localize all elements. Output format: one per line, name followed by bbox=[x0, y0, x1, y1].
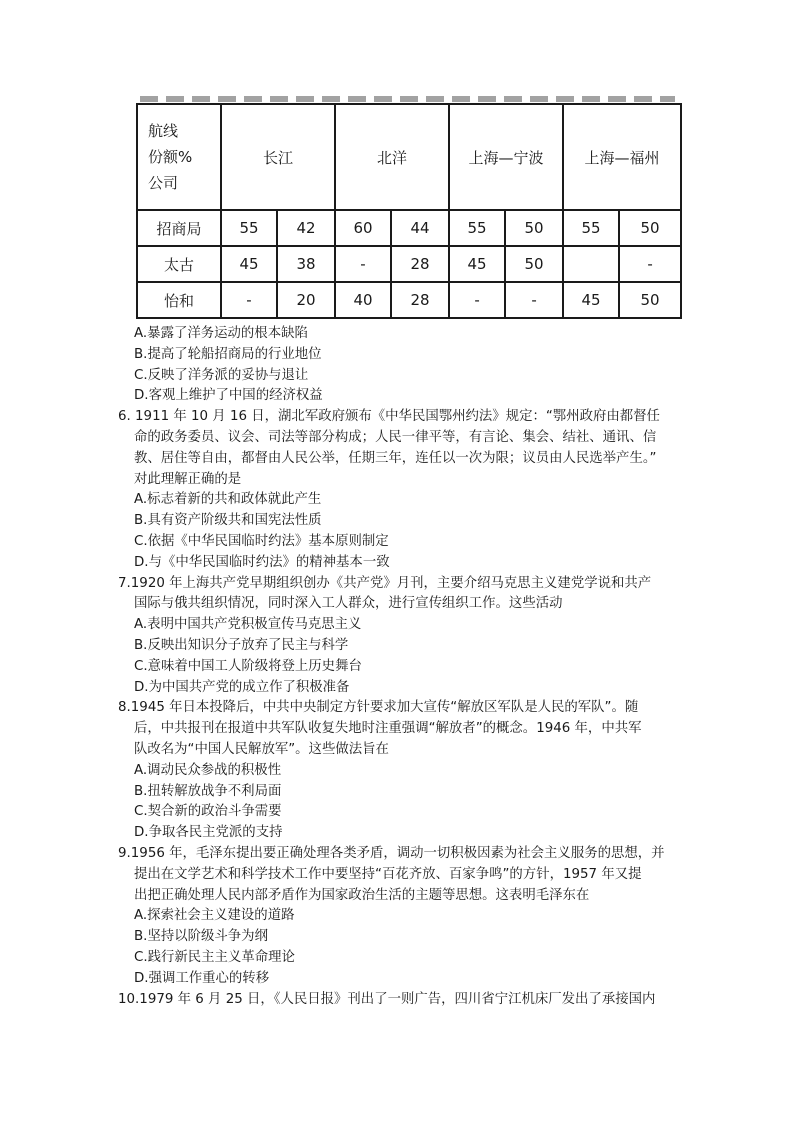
share-cell: 50 bbox=[505, 246, 563, 282]
option-b: B.扭转解放战争不利局面 bbox=[134, 783, 282, 799]
share-cell: 55 bbox=[449, 210, 505, 246]
share-cell: - bbox=[449, 282, 505, 318]
question-8 bbox=[118, 698, 698, 844]
question-stem: 对此理解正确的是 bbox=[134, 471, 242, 487]
option-a: A.表明中国共产党积极宣传马克思主义 bbox=[134, 617, 362, 633]
share-cell: 45 bbox=[449, 246, 505, 282]
option-d: D.为中国共产党的成立作了积极准备 bbox=[134, 679, 350, 695]
option-c: C.践行新民主主义革命理论 bbox=[134, 949, 295, 965]
option-b: B.提高了轮船招商局的行业地位 bbox=[134, 346, 322, 362]
option-a: A.探索社会主义建设的道路 bbox=[134, 908, 295, 924]
corner-label: 航线 bbox=[148, 122, 179, 140]
share-cell: 40 bbox=[335, 282, 391, 318]
share-cell: 50 bbox=[619, 210, 681, 246]
share-cell: 28 bbox=[391, 282, 449, 318]
question-stem: 9.1956 年，毛泽东提出要正确处理各类矛盾，调动一切积极因素为社会主义服务的思想，并 bbox=[118, 845, 665, 861]
share-cell: - bbox=[221, 282, 277, 318]
question-7 bbox=[118, 574, 698, 699]
option-a: A.暴露了洋务运动的根本缺陷 bbox=[134, 326, 308, 341]
share-cell: 60 bbox=[335, 210, 391, 246]
option-d: D.客观上维护了中国的经济权益 bbox=[134, 388, 323, 404]
question-9 bbox=[118, 844, 698, 990]
share-cell bbox=[563, 246, 619, 282]
share-cell: 55 bbox=[563, 210, 619, 246]
table-corner-cell bbox=[137, 104, 221, 210]
question-10 bbox=[118, 990, 698, 1011]
option-d: D.强调工作重心的转移 bbox=[134, 970, 270, 986]
share-cell: 20 bbox=[277, 282, 335, 318]
option-c: C.契合新的政治斗争需要 bbox=[134, 804, 282, 820]
shipping-share-table bbox=[136, 103, 682, 319]
question-stem: 7.1920 年上海共产党早期组织创办《共产党》月刊，主要介绍马克思主义建党学说和共产 bbox=[118, 575, 652, 591]
share-cell: 50 bbox=[505, 210, 563, 246]
question-stem: 出把正确处理人民内部矛盾作为国家政治生活的主题等思想。这表明毛泽东在 bbox=[134, 887, 590, 903]
company-cell: 怡和 bbox=[137, 282, 221, 318]
question-stem: 10.1979 年 6 月 25 日，《人民日报》刊出了一则广告，四川省宁江机床厂发出了承接国内 bbox=[118, 991, 656, 1007]
option-d: D.争取各民主党派的支持 bbox=[134, 825, 283, 841]
option-b: B.坚持以阶级斗争为纲 bbox=[134, 929, 268, 945]
share-cell: 55 bbox=[221, 210, 277, 246]
question-stem: 国际与俄共组织情况，同时深入工人群众，进行宣传组织工作。这些活动 bbox=[134, 596, 563, 612]
share-cell: - bbox=[335, 246, 391, 282]
company-cell: 太古 bbox=[137, 246, 221, 282]
question-stem: 队改名为“中国人民解放军”。这些做法旨在 bbox=[134, 741, 389, 757]
question-stem: 命的政务委员、议会、司法等部分构成；人民一律平等，有言论、集会、结社、通讯、信 bbox=[134, 429, 657, 445]
share-cell: 28 bbox=[391, 246, 449, 282]
corner-label: 公司 bbox=[148, 174, 179, 192]
option-c: C.反映了洋务派的妥协与退让 bbox=[134, 367, 309, 383]
share-cell: 45 bbox=[221, 246, 277, 282]
table-row bbox=[137, 210, 681, 246]
route-header: 长江 bbox=[221, 104, 335, 210]
share-cell: - bbox=[619, 246, 681, 282]
option-b: B.具有资产阶级共和国宪法性质 bbox=[134, 513, 322, 529]
option-a: A.标志着新的共和政体就此产生 bbox=[134, 492, 322, 508]
question-stem: 6. 1911 年 10 月 16 日，湖北军政府颁布《中华民国鄂州约法》规定：“鄂州政府由都督任 bbox=[118, 409, 660, 425]
option-a: A.调动民众参战的积极性 bbox=[134, 762, 282, 778]
route-header: 上海—福州 bbox=[563, 104, 681, 210]
option-c: C.意味着中国工人阶级将登上历史舞台 bbox=[134, 658, 362, 674]
top-rule bbox=[140, 96, 675, 102]
share-cell: 44 bbox=[391, 210, 449, 246]
share-cell: 45 bbox=[563, 282, 619, 318]
question-list bbox=[118, 324, 698, 1010]
table-header-row bbox=[137, 104, 681, 210]
route-header: 北洋 bbox=[335, 104, 449, 210]
question-stem: 8.1945 年日本投降后，中共中央制定方针要求加大宣传“解放区军队是人民的军队”。随 bbox=[118, 700, 639, 716]
question-stem: 教、居住等自由，都督由人民公举，任期三年，连任以一次为限；议员由人民选举产生。” bbox=[134, 450, 657, 466]
question-5-options bbox=[118, 324, 698, 407]
table-row bbox=[137, 246, 681, 282]
option-b: B.反映出知识分子放弃了民主与科学 bbox=[134, 637, 349, 653]
question-stem: 提出在文学艺术和科学技术工作中要坚持“百花齐放、百家争鸣”的方针，1957 年又提 bbox=[134, 866, 642, 882]
route-header: 上海—宁波 bbox=[449, 104, 563, 210]
company-cell: 招商局 bbox=[137, 210, 221, 246]
question-6 bbox=[118, 407, 698, 573]
question-stem: 后，中共报刊在报道中共军队收复失地时注重强调“解放者”的概念。1946 年，中共军 bbox=[134, 721, 642, 737]
option-d: D.与《中华民国临时约法》的精神基本一致 bbox=[134, 554, 390, 570]
share-cell: 42 bbox=[277, 210, 335, 246]
table-row bbox=[137, 282, 681, 318]
corner-label: 份额% bbox=[148, 148, 193, 166]
share-cell: - bbox=[505, 282, 563, 318]
option-c: C.依据《中华民国临时约法》基本原则制定 bbox=[134, 533, 389, 549]
share-cell: 38 bbox=[277, 246, 335, 282]
share-cell: 50 bbox=[619, 282, 681, 318]
